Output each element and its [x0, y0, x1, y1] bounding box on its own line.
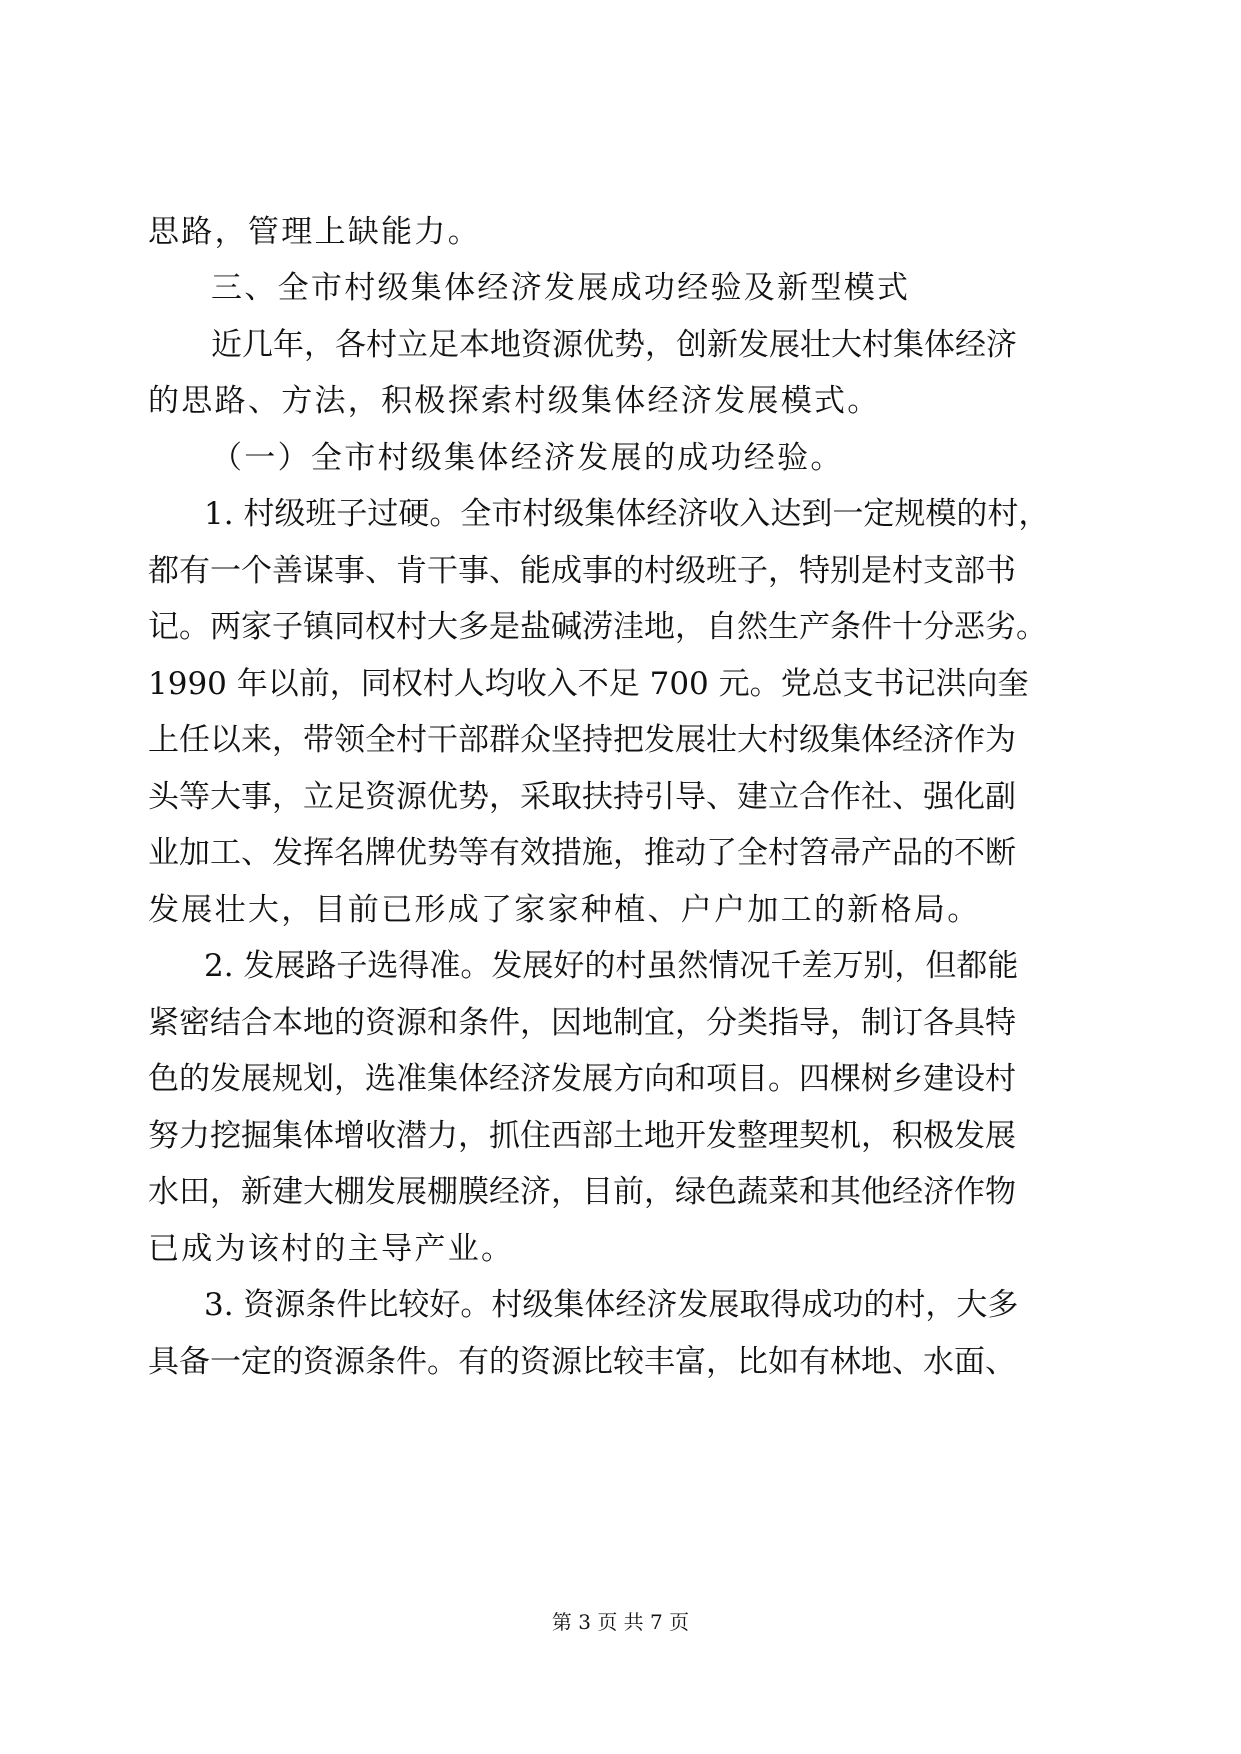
- body-text-line: 上任以来，带领全村干部群众坚持把发展壮大村级集体经济作为: [148, 722, 1016, 758]
- body-text-line: 1. 村级班子过硬。全市村级集体经济收入达到一定规模的村，: [204, 496, 1050, 532]
- body-text-line: 具备一定的资源条件。有的资源比较丰富，比如有林地、水面、: [148, 1344, 1016, 1380]
- body-text-line: 的思路、方法，积极探索村级集体经济发展模式。: [148, 383, 881, 419]
- page-number-footer: 第 3 页 共 7 页: [551, 1610, 690, 1634]
- body-text-line: 业加工、发挥名牌优势等有效措施，推动了全村笤帚产品的不断: [148, 835, 1016, 871]
- body-text-line: 水田，新建大棚发展棚膜经济，目前，绿色蔬菜和其他经济作物: [148, 1174, 1016, 1210]
- body-text-line: 3. 资源条件比较好。村级集体经济发展取得成功的村，大多: [204, 1287, 1019, 1323]
- body-text-line: 发展壮大，目前已形成了家家种植、户户加工的新格局。: [148, 892, 981, 928]
- body-text-line: 紧密结合本地的资源和条件，因地制宜，分类指导，制订各具特: [148, 1005, 1016, 1041]
- body-text-line: 努力挖掘集体增收潜力，抓住西部土地开发整理契机，积极发展: [148, 1118, 1016, 1154]
- body-text-line: 1990 年以前，同权村人均收入不足 700 元。党总支书记洪向奎: [148, 666, 1029, 702]
- body-text-line: 思路，管理上缺能力。: [148, 214, 481, 250]
- section-heading: 三、全市村级集体经济发展成功经验及新型模式: [211, 270, 911, 306]
- body-text-line: 头等大事，立足资源优势，采取扶持引导、建立合作社、强化副: [148, 779, 1016, 815]
- body-text-line: 色的发展规划，选准集体经济发展方向和项目。四棵树乡建设村: [148, 1061, 1016, 1097]
- body-text-line: 2. 发展路子选得准。发展好的村虽然情况千差万别，但都能: [204, 948, 1019, 984]
- body-text-line: 已成为该村的主导产业。: [148, 1231, 515, 1267]
- body-text-line: 记。两家子镇同权村大多是盐碱涝洼地，自然生产条件十分恶劣。: [148, 609, 1047, 645]
- body-text-line: 都有一个善谋事、肯干事、能成事的村级班子，特别是村支部书: [148, 553, 1016, 589]
- subsection-heading: （一）全市村级集体经济发展的成功经验。: [211, 440, 844, 476]
- body-text-line: 近几年，各村立足本地资源优势，创新发展壮大村集体经济: [211, 327, 1017, 363]
